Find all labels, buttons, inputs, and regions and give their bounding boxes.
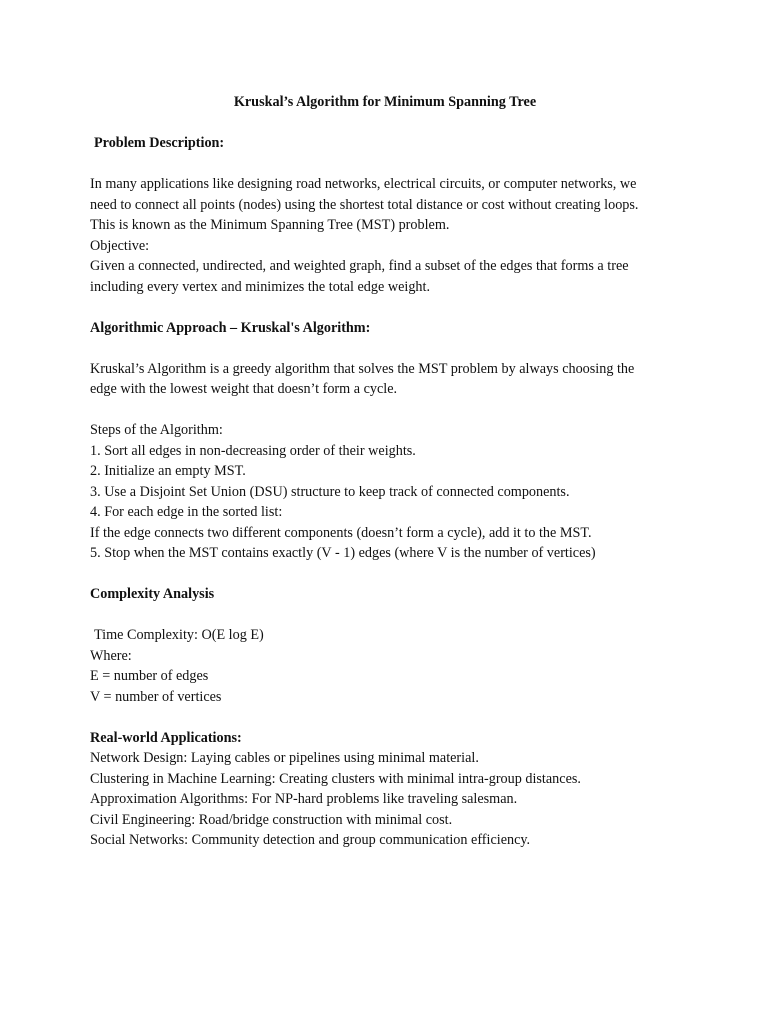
step-item: 1. Sort all edges in non-decreasing order of their weights.: [90, 442, 416, 459]
problem-line: This is known as the Minimum Spanning Tree (MST) problem.: [90, 217, 450, 233]
approach-intro: [90, 359, 680, 400]
spacer: [90, 113, 680, 134]
application-item: Social Networks: Community detection and group communication efficiency.: [90, 832, 531, 848]
document-body: [90, 92, 680, 851]
objective-line: including every vertex and minimizes the total edge weight.: [90, 278, 431, 295]
application-item: Approximation Algorithms: For NP-hard problems like traveling salesman.: [90, 791, 518, 807]
complexity-section: [90, 625, 680, 707]
step-item: 5. Stop when the MST contains exactly (V - 1) edges (where V is the number of vertices): [90, 545, 596, 561]
application-item: Clustering in Machine Learning: Creating clusters with minimal intra-group distances.: [90, 770, 581, 787]
step-item: If the edge connects two different components (doesn’t form a cycle), add it to the MST.: [90, 524, 592, 541]
application-item: Civil Engineering: Road/bridge construction with minimal cost.: [90, 811, 453, 828]
step-item: 3. Use a Disjoint Set Union (DSU) structure to keep track of connected components.: [90, 483, 570, 500]
applications-list: [90, 748, 680, 851]
step-item: 4. For each edge in the sorted list:: [90, 504, 283, 520]
spacer: [90, 400, 680, 421]
application-item: Network Design: Laying cables or pipelines using minimal material.: [90, 750, 479, 766]
objective-line: Given a connected, undirected, and weighted graph, find a subset of the edges that forms a tree: [90, 258, 629, 274]
complexity-line: E = number of edges: [90, 668, 209, 684]
problem-heading: Problem Description:: [94, 135, 225, 151]
complexity-line: V = number of vertices: [90, 688, 222, 705]
step-item: 2. Initialize an empty MST.: [90, 463, 246, 479]
spacer: [90, 154, 680, 175]
spacer: [90, 297, 680, 318]
problem-line: need to connect all points (nodes) using the shortest total distance or cost without creating loops.: [90, 196, 639, 213]
steps-list: [90, 420, 680, 564]
complexity-line: Where:: [90, 647, 132, 664]
steps-label: Steps of the Algorithm:: [90, 422, 223, 438]
objective-label: Objective:: [90, 237, 150, 254]
spacer: [90, 564, 680, 585]
spacer: [90, 338, 680, 359]
time-complexity: Time Complexity: O(E log E): [94, 627, 264, 643]
approach-line: Kruskal’s Algorithm is a greedy algorithm that solves the MST problem by always choosing the: [90, 360, 635, 377]
problem-line: In many applications like designing road networks, electrical circuits, or computer networks, we: [90, 176, 637, 192]
spacer: [90, 707, 680, 728]
complexity-heading: Complexity Analysis: [90, 586, 215, 602]
applications-heading: Real-world Applications:: [90, 729, 242, 746]
approach-heading: Algorithmic Approach – Kruskal's Algorithm:: [90, 319, 371, 336]
problem-section: [90, 174, 680, 297]
spacer: [90, 605, 680, 626]
document-title: Kruskal’s Algorithm for Minimum Spanning Tree: [233, 94, 537, 110]
approach-line: edge with the lowest weight that doesn’t form a cycle.: [90, 381, 398, 397]
